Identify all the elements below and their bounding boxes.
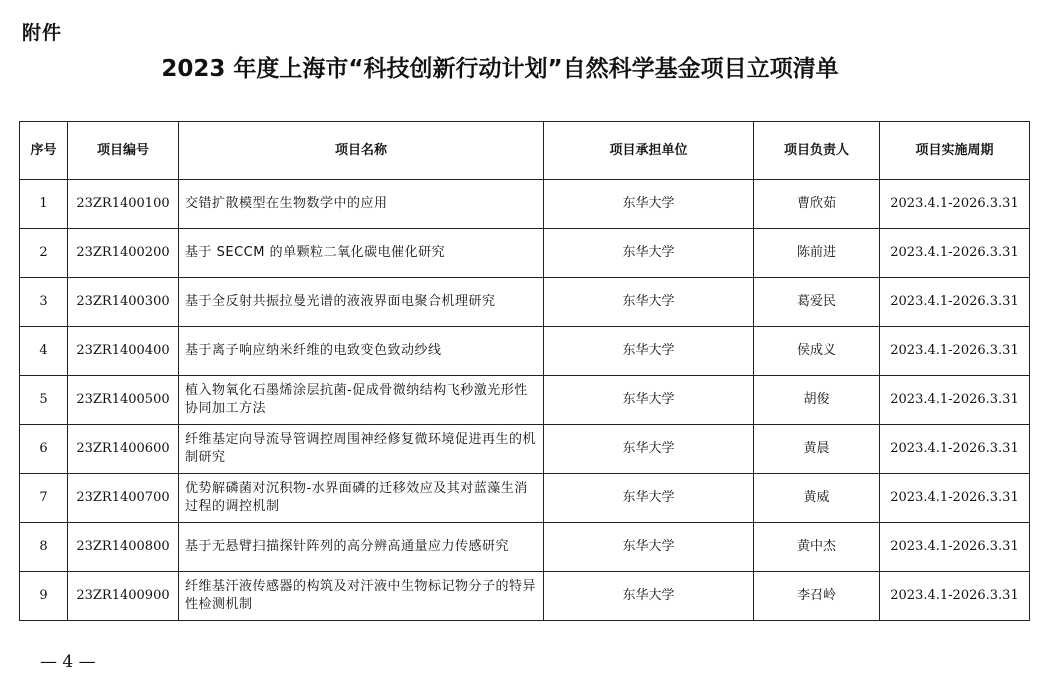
cell-period: 2023.4.1-2026.3.31 <box>880 229 1030 278</box>
document-title: 2023 年度上海市“科技创新行动计划”自然科学基金项目立项清单 <box>161 56 839 82</box>
table-row <box>20 180 1030 229</box>
page-number: — 4 — <box>40 652 96 672</box>
cell-name: 交错扩散模型在生物数学中的应用 <box>179 180 544 229</box>
header-unit: 项目承担单位 <box>544 122 754 180</box>
cell-code: 23ZR1400200 <box>68 229 179 278</box>
cell-leader: 胡俊 <box>754 376 880 425</box>
table-row <box>20 523 1030 572</box>
header-code: 项目编号 <box>68 122 179 180</box>
cell-code: 23ZR1400600 <box>68 425 179 474</box>
table-row <box>20 229 1030 278</box>
cell-code: 23ZR1400400 <box>68 327 179 376</box>
project-table <box>19 121 1030 621</box>
cell-name: 植入物氧化石墨烯涂层抗菌-促成骨微纳结构飞秒激光形性协同加工方法 <box>179 376 544 425</box>
header-leader: 项目负责人 <box>754 122 880 180</box>
cell-leader: 葛爱民 <box>754 278 880 327</box>
table-row <box>20 474 1030 523</box>
cell-index: 8 <box>20 523 68 572</box>
cell-unit: 东华大学 <box>544 327 754 376</box>
cell-unit: 东华大学 <box>544 376 754 425</box>
table-row <box>20 376 1030 425</box>
cell-unit: 东华大学 <box>544 425 754 474</box>
cell-leader: 曹欣茹 <box>754 180 880 229</box>
cell-code: 23ZR1400300 <box>68 278 179 327</box>
cell-unit: 东华大学 <box>544 474 754 523</box>
cell-name: 基于无悬臂扫描探针阵列的高分辨高通量应力传感研究 <box>179 523 544 572</box>
table-row <box>20 572 1030 621</box>
cell-leader: 李召岭 <box>754 572 880 621</box>
table-header <box>20 122 1030 180</box>
cell-period: 2023.4.1-2026.3.31 <box>880 327 1030 376</box>
header-name: 项目名称 <box>179 122 544 180</box>
cell-index: 9 <box>20 572 68 621</box>
cell-name: 基于 SECCM 的单颗粒二氧化碳电催化研究 <box>179 229 544 278</box>
cell-period: 2023.4.1-2026.3.31 <box>880 278 1030 327</box>
cell-name: 纤维基定向导流导管调控周围神经修复微环境促进再生的机制研究 <box>179 425 544 474</box>
cell-index: 4 <box>20 327 68 376</box>
cell-unit: 东华大学 <box>544 572 754 621</box>
cell-unit: 东华大学 <box>544 523 754 572</box>
cell-leader: 陈前进 <box>754 229 880 278</box>
cell-code: 23ZR1400500 <box>68 376 179 425</box>
cell-period: 2023.4.1-2026.3.31 <box>880 180 1030 229</box>
cell-period: 2023.4.1-2026.3.31 <box>880 376 1030 425</box>
table-row <box>20 327 1030 376</box>
cell-unit: 东华大学 <box>544 278 754 327</box>
cell-leader: 黄晨 <box>754 425 880 474</box>
cell-code: 23ZR1400700 <box>68 474 179 523</box>
cell-index: 2 <box>20 229 68 278</box>
attachment-label: 附件 <box>22 22 63 44</box>
header-period: 项目实施周期 <box>880 122 1030 180</box>
cell-index: 6 <box>20 425 68 474</box>
cell-index: 1 <box>20 180 68 229</box>
cell-name: 基于全反射共振拉曼光谱的液液界面电聚合机理研究 <box>179 278 544 327</box>
cell-leader: 黄威 <box>754 474 880 523</box>
table-body <box>20 180 1030 621</box>
cell-name: 优势解磷菌对沉积物-水界面磷的迁移效应及其对蓝藻生消过程的调控机制 <box>179 474 544 523</box>
cell-period: 2023.4.1-2026.3.31 <box>880 523 1030 572</box>
cell-index: 5 <box>20 376 68 425</box>
cell-index: 7 <box>20 474 68 523</box>
cell-code: 23ZR1400100 <box>68 180 179 229</box>
cell-unit: 东华大学 <box>544 180 754 229</box>
cell-code: 23ZR1400800 <box>68 523 179 572</box>
cell-period: 2023.4.1-2026.3.31 <box>880 425 1030 474</box>
cell-code: 23ZR1400900 <box>68 572 179 621</box>
table-row <box>20 425 1030 474</box>
cell-index: 3 <box>20 278 68 327</box>
cell-leader: 黄中杰 <box>754 523 880 572</box>
table-row <box>20 278 1030 327</box>
header-row <box>20 122 1030 180</box>
header-index: 序号 <box>20 122 68 180</box>
cell-name: 纤维基汗液传感器的构筑及对汗液中生物标记物分子的特异性检测机制 <box>179 572 544 621</box>
cell-leader: 侯成义 <box>754 327 880 376</box>
cell-name: 基于离子响应纳米纤维的电致变色致动纱线 <box>179 327 544 376</box>
cell-period: 2023.4.1-2026.3.31 <box>880 474 1030 523</box>
cell-unit: 东华大学 <box>544 229 754 278</box>
cell-period: 2023.4.1-2026.3.31 <box>880 572 1030 621</box>
